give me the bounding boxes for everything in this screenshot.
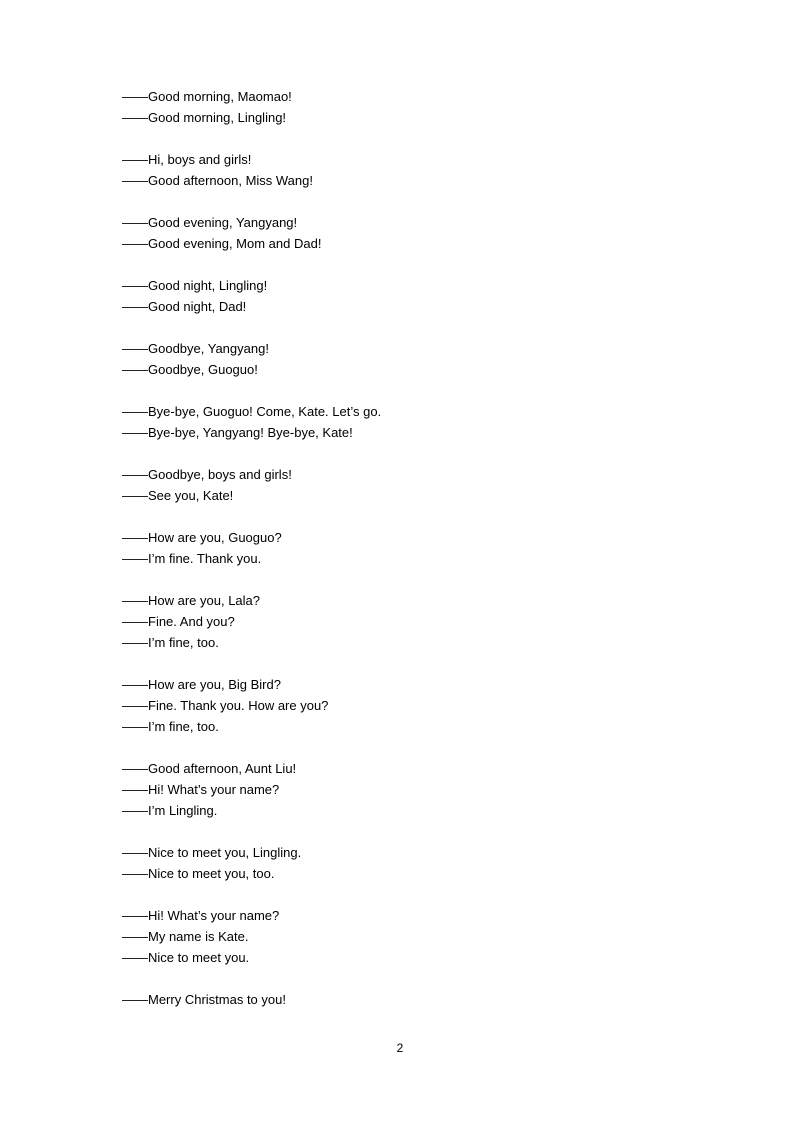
dialogue-line: ——My name is Kate. [122,929,249,944]
dialogue-line: ——I’m fine, too. [122,635,219,650]
dialogue-line: ——I’m Lingling. [122,803,218,818]
dialogue-block [122,275,722,317]
dialogue-block [122,338,722,380]
dialogue-line: ——Fine. And you? [122,614,235,629]
dialogue-block [122,674,722,737]
dialogue-block [122,86,722,128]
dialogue-line: ——Goodbye, boys and girls! [122,467,292,482]
dialogue-line: ——Hi, boys and girls! [122,152,252,167]
dialogue-line: ——Fine. Thank you. How are you? [122,698,329,713]
dialogue-line: ——I’m fine, too. [122,719,219,734]
dialogue-line: ——Good night, Dad! [122,299,247,314]
dialogue-line: ——Nice to meet you, too. [122,866,275,881]
dialogue-list [122,86,722,1031]
dialogue-block [122,758,722,821]
dialogue-line: ——Merry Christmas to you! [122,992,286,1007]
dialogue-line: ——Goodbye, Guoguo! [122,362,258,377]
dialogue-line: ——Nice to meet you. [122,950,250,965]
dialogue-line: ——See you, Kate! [122,488,234,503]
dialogue-block [122,905,722,968]
page-number: 2 [396,1041,404,1055]
dialogue-block [122,527,722,569]
dialogue-line: ——Good afternoon, Miss Wang! [122,173,313,188]
dialogue-line: ——Bye-bye, Yangyang! Bye-bye, Kate! [122,425,353,440]
dialogue-line: ——How are you, Big Bird? [122,677,281,692]
dialogue-line: ——How are you, Guoguo? [122,530,282,545]
dialogue-line: ——Hi! What’s your name? [122,782,280,797]
dialogue-line: ——Good afternoon, Aunt Liu! [122,761,297,776]
dialogue-line: ——Goodbye, Yangyang! [122,341,269,356]
dialogue-line: ——Bye-bye, Guoguo! Come, Kate. Let’s go. [122,404,382,419]
dialogue-block [122,212,722,254]
dialogue-block [122,590,722,653]
dialogue-line: ——Good evening, Yangyang! [122,215,298,230]
dialogue-block [122,401,722,443]
dialogue-block [122,464,722,506]
dialogue-line: ——How are you, Lala? [122,593,261,608]
dialogue-line: ——Good evening, Mom and Dad! [122,236,322,251]
dialogue-line: ——Nice to meet you, Lingling. [122,845,302,860]
dialogue-line: ——I’m fine. Thank you. [122,551,262,566]
dialogue-block [122,149,722,191]
dialogue-block [122,842,722,884]
dialogue-block [122,989,722,1010]
dialogue-line: ——Good morning, Lingling! [122,110,287,125]
dialogue-line: ——Hi! What’s your name? [122,908,280,923]
dialogue-line: ——Good morning, Maomao! [122,89,292,104]
dialogue-line: ——Good night, Lingling! [122,278,268,293]
